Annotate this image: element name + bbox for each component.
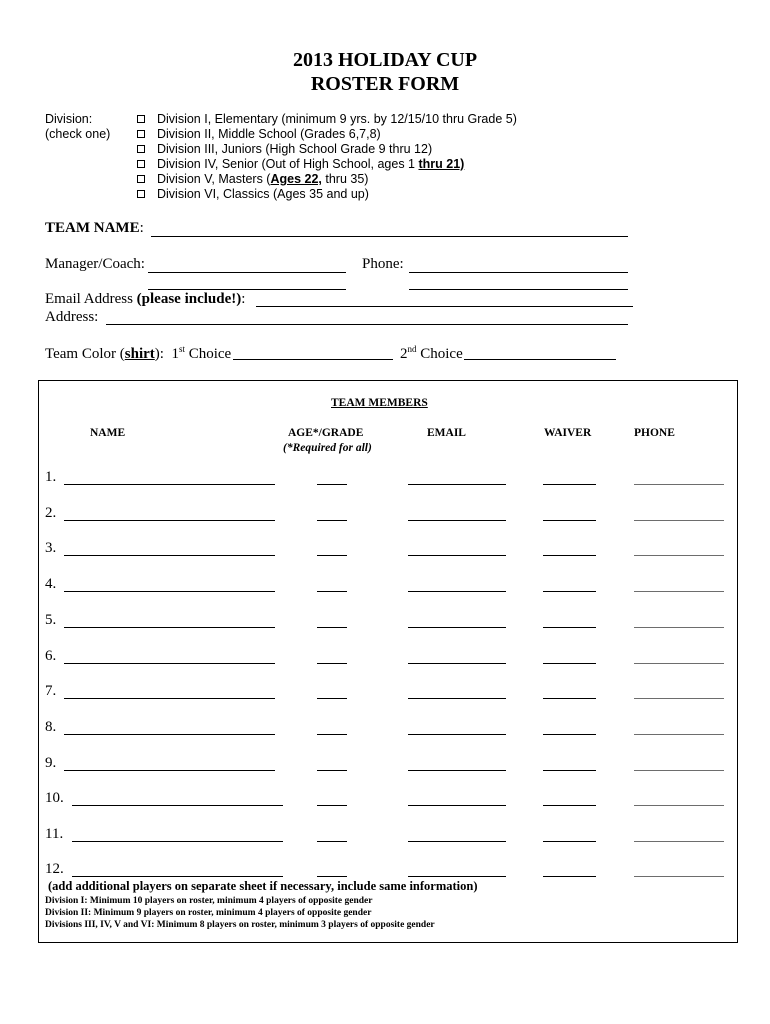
division-rule-3: Divisions III, IV, V and VI: Minimum 8 players on roster, minimum 3 players of opposite gender xyxy=(45,920,435,930)
team-members-box xyxy=(38,380,738,943)
roster-email-field[interactable] xyxy=(408,555,506,556)
checkbox-division-4[interactable] xyxy=(137,160,145,168)
roster-waiver-field[interactable] xyxy=(543,591,596,592)
roster-row-number: 5. xyxy=(45,612,57,628)
roster-phone-field[interactable] xyxy=(634,663,724,664)
roster-name-field[interactable] xyxy=(64,484,275,485)
division-option-label: Division IV, Senior (Out of High School, ages 1 thru 21) xyxy=(157,157,465,171)
roster-phone-field[interactable] xyxy=(634,805,724,806)
roster-waiver-field[interactable] xyxy=(543,876,596,877)
roster-name-field[interactable] xyxy=(64,627,275,628)
division-option-label: Division III, Juniors (High School Grade 9 thru 12) xyxy=(157,142,433,156)
additional-players-note: (add additional players on separate sheet if necessary, include same information) xyxy=(48,879,478,893)
roster-phone-field[interactable] xyxy=(634,484,724,485)
second-choice-field[interactable] xyxy=(464,359,616,360)
roster-email-field[interactable] xyxy=(408,805,506,806)
second-choice-label: 2nd Choice xyxy=(400,344,463,362)
roster-email-field[interactable] xyxy=(408,520,506,521)
division-rule-2: Division II: Minimum 9 players on roster, minimum 4 players of opposite gender xyxy=(45,908,372,918)
phone-field-2[interactable] xyxy=(409,289,628,290)
roster-age-field[interactable] xyxy=(317,484,347,485)
manager-field-2[interactable] xyxy=(148,289,346,290)
roster-row-number: 6. xyxy=(45,648,57,664)
roster-age-field[interactable] xyxy=(317,591,347,592)
roster-waiver-field[interactable] xyxy=(543,770,596,771)
roster-name-field[interactable] xyxy=(64,591,275,592)
roster-email-field[interactable] xyxy=(408,734,506,735)
roster-email-field[interactable] xyxy=(408,627,506,628)
roster-age-field[interactable] xyxy=(317,698,347,699)
first-choice-field[interactable] xyxy=(233,359,393,360)
roster-waiver-field[interactable] xyxy=(543,841,596,842)
checkbox-division-2[interactable] xyxy=(137,130,145,138)
roster-row-number: 3. xyxy=(45,540,57,556)
phone-label: Phone: xyxy=(362,256,404,272)
roster-name-field[interactable] xyxy=(72,876,283,877)
team-name-field[interactable] xyxy=(151,236,628,237)
form-title-line1: 2013 HOLIDAY CUP xyxy=(292,49,478,71)
roster-age-field[interactable] xyxy=(317,805,347,806)
division-option-label: Division VI, Classics (Ages 35 and up) xyxy=(157,187,369,201)
col-header-age: AGE*/GRADE xyxy=(288,427,364,439)
col-header-age-note: (*Required for all) xyxy=(283,442,372,454)
roster-age-field[interactable] xyxy=(317,841,347,842)
roster-row-number: 2. xyxy=(45,505,57,521)
roster-name-field[interactable] xyxy=(64,770,275,771)
roster-age-field[interactable] xyxy=(317,734,347,735)
roster-waiver-field[interactable] xyxy=(543,520,596,521)
col-header-waiver: WAIVER xyxy=(544,427,592,439)
division-sublabel: (check one) xyxy=(45,127,111,141)
roster-email-field[interactable] xyxy=(408,841,506,842)
roster-name-field[interactable] xyxy=(64,663,275,664)
manager-field[interactable] xyxy=(148,272,346,273)
roster-phone-field[interactable] xyxy=(634,555,724,556)
roster-phone-field[interactable] xyxy=(634,627,724,628)
division-option-1[interactable] xyxy=(137,112,517,126)
roster-email-field[interactable] xyxy=(408,663,506,664)
roster-phone-field[interactable] xyxy=(634,698,724,699)
col-header-phone: PHONE xyxy=(634,427,675,439)
division-option-2[interactable] xyxy=(137,127,381,141)
roster-email-field[interactable] xyxy=(408,591,506,592)
roster-name-field[interactable] xyxy=(64,555,275,556)
checkbox-division-1[interactable] xyxy=(137,115,145,123)
roster-age-field[interactable] xyxy=(317,770,347,771)
checkbox-division-6[interactable] xyxy=(137,190,145,198)
division-option-5[interactable] xyxy=(137,172,368,186)
roster-phone-field[interactable] xyxy=(634,520,724,521)
roster-waiver-field[interactable] xyxy=(543,805,596,806)
team-name-label: TEAM NAME: xyxy=(45,220,144,236)
roster-email-field[interactable] xyxy=(408,770,506,771)
address-label: Address: xyxy=(45,309,99,325)
roster-waiver-field[interactable] xyxy=(543,663,596,664)
roster-row-number: 10. xyxy=(45,790,64,806)
roster-row-number: 9. xyxy=(45,755,57,771)
roster-waiver-field[interactable] xyxy=(543,484,596,485)
roster-email-field[interactable] xyxy=(408,698,506,699)
roster-age-field[interactable] xyxy=(317,663,347,664)
roster-age-field[interactable] xyxy=(317,876,347,877)
roster-waiver-field[interactable] xyxy=(543,734,596,735)
checkbox-division-3[interactable] xyxy=(137,145,145,153)
roster-age-field[interactable] xyxy=(317,555,347,556)
division-rule-1: Division I: Minimum 10 players on roster, minimum 4 players of opposite gender xyxy=(45,896,373,906)
roster-name-field[interactable] xyxy=(64,520,275,521)
roster-row-number: 12. xyxy=(45,861,64,877)
division-option-4[interactable] xyxy=(137,157,464,171)
team-color-label: Team Color (shirt): 1st Choice xyxy=(45,344,232,362)
email-label: Email Address (please include!): xyxy=(45,291,246,307)
roster-name-field[interactable] xyxy=(72,841,283,842)
roster-phone-field[interactable] xyxy=(634,876,724,877)
division-option-3[interactable] xyxy=(137,142,432,156)
team-members-title: TEAM MEMBERS xyxy=(331,397,428,409)
roster-row-number: 4. xyxy=(45,576,57,592)
roster-name-field[interactable] xyxy=(72,805,283,806)
col-header-email: EMAIL xyxy=(427,427,466,439)
division-option-label: Division V, Masters (Ages 22, thru 35) xyxy=(157,172,369,186)
roster-waiver-field[interactable] xyxy=(543,698,596,699)
roster-name-field[interactable] xyxy=(64,734,275,735)
division-option-label: Division I, Elementary (minimum 9 yrs. by 12/15/10 thru Grade 5) xyxy=(157,112,517,126)
division-option-6[interactable] xyxy=(137,187,369,201)
address-field[interactable] xyxy=(106,324,628,325)
division-option-label: Division II, Middle School (Grades 6,7,8) xyxy=(157,127,381,141)
checkbox-division-5[interactable] xyxy=(137,175,145,183)
phone-field[interactable] xyxy=(409,272,628,273)
roster-age-field[interactable] xyxy=(317,627,347,628)
roster-email-field[interactable] xyxy=(408,876,506,877)
roster-waiver-field[interactable] xyxy=(543,627,596,628)
roster-phone-field[interactable] xyxy=(634,770,724,771)
roster-name-field[interactable] xyxy=(64,698,275,699)
roster-phone-field[interactable] xyxy=(634,841,724,842)
manager-label: Manager/Coach: xyxy=(45,256,145,272)
roster-phone-field[interactable] xyxy=(634,734,724,735)
roster-row-number: 8. xyxy=(45,719,57,735)
email-field[interactable] xyxy=(256,306,633,307)
roster-row-number: 1. xyxy=(45,469,57,485)
roster-row-number: 7. xyxy=(45,683,57,699)
roster-age-field[interactable] xyxy=(317,520,347,521)
form-title-line2: ROSTER FORM xyxy=(310,73,460,95)
roster-phone-field[interactable] xyxy=(634,591,724,592)
roster-email-field[interactable] xyxy=(408,484,506,485)
roster-row-number: 11. xyxy=(45,826,64,842)
roster-waiver-field[interactable] xyxy=(543,555,596,556)
col-header-name: NAME xyxy=(90,427,126,439)
division-label: Division: xyxy=(45,112,93,126)
